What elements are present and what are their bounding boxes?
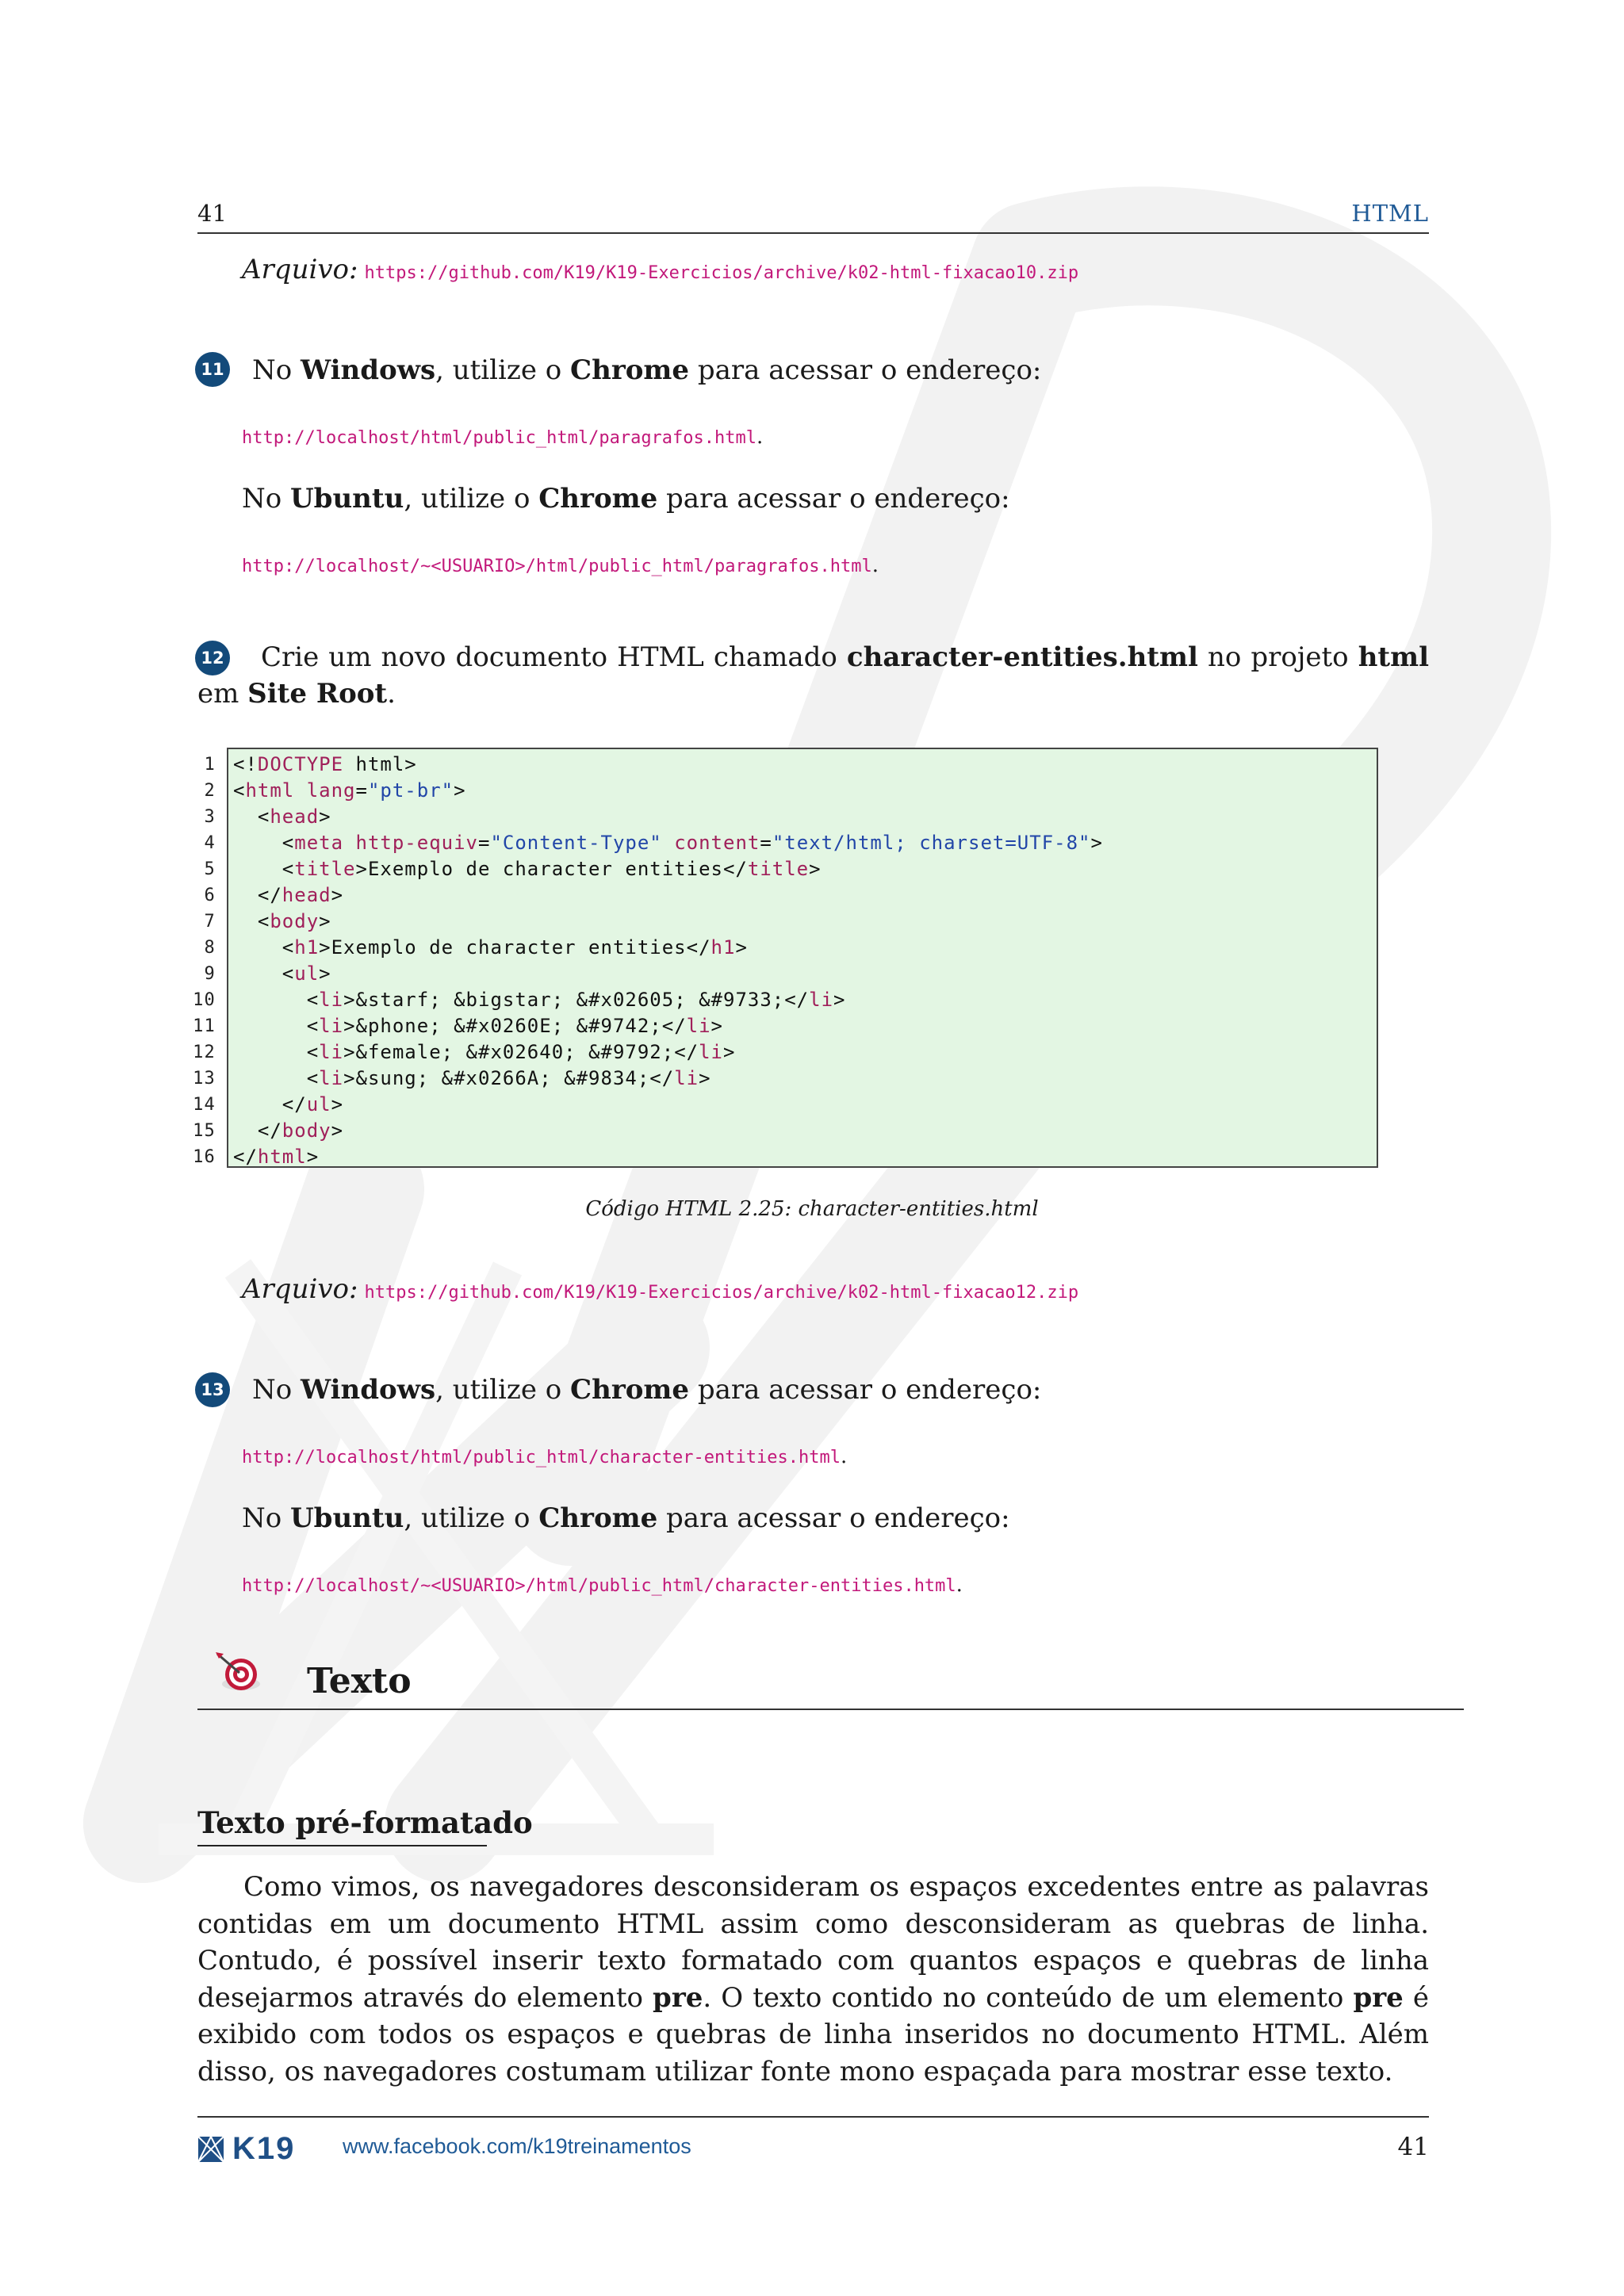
body-paragraph — [197, 1869, 1429, 2090]
code-line-text: </body> — [233, 1119, 344, 1142]
step-13-windows-url[interactable]: http://localhost/html/public_html/character-entities.html — [242, 1448, 841, 1468]
code-line-number: 16 — [193, 1147, 216, 1167]
code-line — [0, 1066, 1624, 1092]
text-fragment: , utilize o — [404, 1502, 539, 1534]
header-page-number: 41 — [197, 200, 227, 227]
code-line — [0, 1013, 1624, 1039]
step-13-ubuntu-url-row: http://localhost/~<USUARIO>/html/public_html/character-entities.html. — [242, 1573, 963, 1597]
arquivo-mid-link[interactable]: https://github.com/K19/K19-Exercicios/archive/k02-html-fixacao12.zip — [364, 1283, 1079, 1303]
footer-url[interactable]: www.facebook.com/k19treinamentos — [343, 2134, 691, 2158]
arquivo-top-link[interactable]: https://github.com/K19/K19-Exercicios/archive/k02-html-fixacao10.zip — [364, 263, 1079, 283]
code-line-text: <h1>Exemplo de character entities</h1> — [233, 936, 748, 959]
browser-name: Chrome — [538, 1502, 658, 1534]
code-line-number: 10 — [193, 990, 216, 1010]
os-name: Windows — [301, 1374, 436, 1406]
code-line-number: 4 — [204, 833, 216, 853]
arquivo-mid — [242, 1273, 1078, 1305]
arquivo-label: Arquivo: — [242, 254, 358, 285]
code-line — [0, 961, 1624, 987]
code-line-text: <html lang="pt-br"> — [233, 779, 466, 802]
arquivo-top — [242, 254, 1078, 285]
code-line — [0, 830, 1624, 856]
text-fragment: . — [387, 678, 396, 710]
k19-logo-icon — [197, 2136, 224, 2163]
code-line-text: </head> — [233, 884, 344, 906]
text-fragment: para acessar o endereço: — [689, 354, 1042, 386]
code-line — [0, 1092, 1624, 1118]
step-13-ubuntu-url[interactable]: http://localhost/~<USUARIO>/html/public_html/character-entities.html — [242, 1576, 956, 1596]
step-11-ubuntu-text — [242, 480, 1010, 517]
text-fragment: No — [242, 483, 291, 515]
code-line-text: <li>&female; &#x02640; &#9792;</li> — [233, 1041, 736, 1063]
text-fragment: No — [252, 1374, 301, 1406]
step-12-badge: 12 — [195, 641, 230, 675]
text-fragment: em — [197, 678, 248, 710]
k19-logo-text: K19 — [232, 2131, 296, 2166]
code-line-text: <title>Exemplo de character entities</title> — [233, 858, 822, 880]
text-fragment: , utilize o — [435, 1374, 571, 1406]
footer-page-number: 41 — [1397, 2133, 1429, 2161]
text-fragment: No — [242, 1502, 291, 1534]
code-line-number: 7 — [204, 912, 216, 932]
step-11-ubuntu-url[interactable]: http://localhost/~<USUARIO>/html/public_html/paragrafos.html — [242, 557, 872, 576]
text-fragment: no projeto — [1197, 641, 1358, 673]
section-title: Texto — [307, 1661, 412, 1701]
code-line-text: <ul> — [233, 962, 331, 985]
file-name: character-entities.html — [846, 641, 1198, 673]
code-caption: Código HTML 2.25: character-entities.html — [585, 1197, 1039, 1221]
code-line-number: 2 — [204, 781, 216, 801]
header-chapter-title: HTML — [1351, 200, 1429, 227]
os-name: Windows — [301, 354, 436, 386]
code-line-text: </ul> — [233, 1093, 344, 1115]
code-line — [0, 935, 1624, 961]
text-fragment: para acessar o endereço: — [689, 1374, 1042, 1406]
text-fragment: , utilize o — [435, 354, 571, 386]
text-fragment: , utilize o — [404, 483, 539, 515]
footer-divider — [197, 2116, 1429, 2118]
footer-logo — [197, 2131, 295, 2167]
code-line-text: <meta http-equiv="Content-Type" content="text/html; charset=UTF-8"> — [233, 832, 1103, 854]
code-line-text: <li>&phone; &#x0260E; &#9742;</li> — [233, 1015, 723, 1037]
text-fragment: Crie um novo documento HTML chamado — [261, 641, 847, 673]
code-line-number: 6 — [204, 886, 216, 905]
code-line-text: <li>&starf; &bigstar; &#x02605; &#9733;</li> — [233, 989, 846, 1011]
code-line-number: 13 — [193, 1069, 216, 1089]
code-line — [0, 856, 1624, 882]
step-12-text — [197, 639, 1429, 712]
code-line-number: 12 — [193, 1043, 216, 1062]
element-name: pre — [1353, 1981, 1404, 2014]
text-fragment: é exibido com todos os espaços e quebras de linha inseridos no documento HTML. Além disso, os navegadores costumam utilizar fonte mono espaçada para mostrar esse texto. — [197, 1981, 1429, 2087]
text-fragment: . O texto contido no conteúdo de um elemento — [703, 1981, 1354, 2014]
step-11-ubuntu-url-row: http://localhost/~<USUARIO>/html/public_html/paragrafos.html. — [242, 553, 879, 577]
step-13-windows-url-row: http://localhost/html/public_html/character-entities.html. — [242, 1445, 848, 1468]
code-line — [0, 1144, 1624, 1170]
element-name: pre — [653, 1981, 703, 2014]
browser-name: Chrome — [570, 1374, 690, 1406]
code-line — [0, 778, 1624, 804]
code-line — [0, 1118, 1624, 1144]
code-line-number: 5 — [204, 859, 216, 879]
subsection-underline — [197, 1845, 487, 1846]
step-13-badge: 13 — [195, 1372, 230, 1407]
step-13-windows-text — [252, 1372, 1041, 1408]
code-line-text: <body> — [233, 910, 331, 932]
step-11-windows-text — [252, 352, 1041, 388]
subsection-title: Texto pré-formatado — [197, 1805, 533, 1840]
code-line-number: 1 — [204, 755, 216, 775]
code-line — [0, 804, 1624, 830]
code-line-text: <!DOCTYPE html> — [233, 753, 417, 775]
os-name: Ubuntu — [290, 1502, 404, 1534]
step-13-ubuntu-text — [242, 1500, 1010, 1536]
step-11-windows-url[interactable]: http://localhost/html/public_html/paragrafos.html — [242, 428, 757, 448]
browser-name: Chrome — [538, 483, 658, 515]
code-line-text: <li>&sung; &#x0266A; &#9834;</li> — [233, 1067, 711, 1089]
text-fragment: para acessar o endereço: — [657, 483, 1010, 515]
project-name: html — [1358, 641, 1430, 673]
section-divider — [197, 1709, 1464, 1710]
code-line-number: 3 — [204, 807, 216, 827]
site-root-label: Site Root — [247, 678, 388, 710]
text-fragment: Como vimos, os navegadores desconsideram os espaços excedentes entre as palavras contidas em um documento HTML assim como desconsideram as quebras de linha. Contudo, é possível inserir texto formatado com quantos espaços e quebras de linha desejarmos através do elemento — [197, 1871, 1429, 2014]
code-line — [0, 987, 1624, 1013]
code-line-number: 9 — [204, 964, 216, 984]
code-line — [0, 1039, 1624, 1066]
code-line-number: 11 — [193, 1016, 216, 1036]
code-line-number: 15 — [193, 1121, 216, 1141]
code-line — [0, 882, 1624, 909]
code-line-text: </html> — [233, 1146, 320, 1168]
text-fragment: No — [252, 354, 301, 386]
os-name: Ubuntu — [290, 483, 404, 515]
step-11-badge: 11 — [195, 352, 230, 387]
text-fragment: para acessar o endereço: — [657, 1502, 1010, 1534]
browser-name: Chrome — [570, 354, 690, 386]
code-line-number: 14 — [193, 1095, 216, 1115]
code-line-number: 8 — [204, 938, 216, 958]
code-line — [0, 752, 1624, 778]
step-11-windows-url-row: http://localhost/html/public_html/paragrafos.html. — [242, 425, 764, 449]
header-divider — [197, 232, 1429, 234]
target-icon — [213, 1651, 263, 1701]
code-line — [0, 909, 1624, 935]
arquivo-label: Arquivo: — [242, 1273, 358, 1305]
code-line-text: <head> — [233, 806, 331, 828]
